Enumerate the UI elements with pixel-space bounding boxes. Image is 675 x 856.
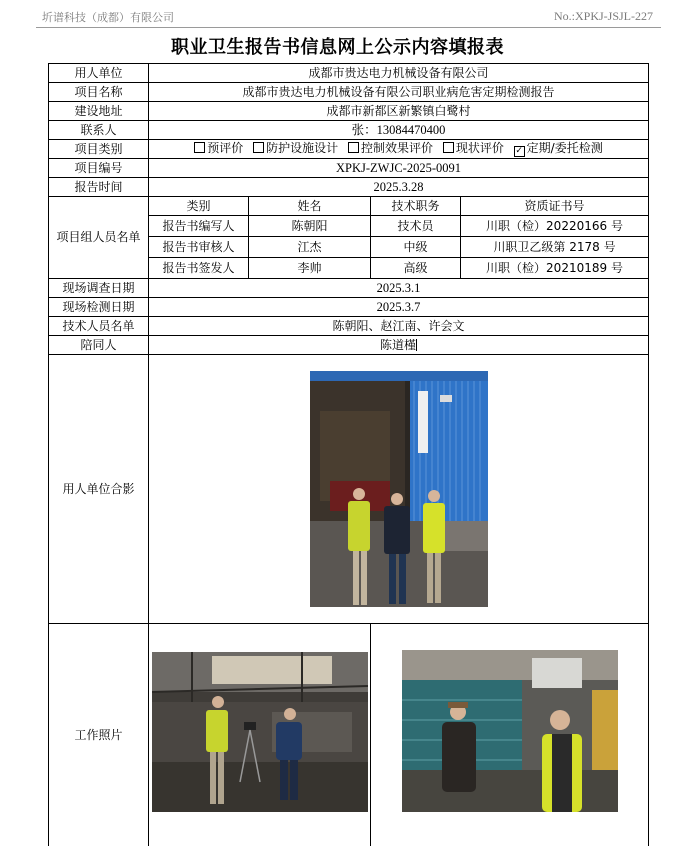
survey-date-label: 现场调查日期 — [49, 279, 149, 298]
row-technicians — [49, 317, 649, 336]
group-photo-cell — [149, 355, 649, 624]
member-role: 报告书编写人 — [149, 216, 249, 237]
row-group-photo — [49, 355, 649, 624]
project-no-value[interactable]: XPKJ-ZWJC-2025-0091 — [149, 159, 649, 178]
category-option-periodic-testing[interactable]: ✓ 定期/委托检测 — [515, 141, 603, 156]
member-title[interactable]: 技术员 — [371, 216, 461, 237]
category-options — [149, 140, 649, 159]
technicians-label: 技术人员名单 — [49, 317, 149, 336]
team-header-role: 类别 — [149, 197, 249, 216]
work-photo-cell-2 — [371, 624, 649, 847]
escort-value[interactable]: 陈道槿 — [380, 338, 417, 352]
project-no-label: 项目编号 — [49, 159, 149, 178]
member-cert[interactable]: 川职卫乙级第 2178 号 — [461, 237, 649, 258]
checkbox-icon[interactable] — [348, 142, 359, 153]
member-name[interactable]: 李帅 — [249, 258, 371, 279]
contact-label: 联系人 — [49, 121, 149, 140]
project-name-label: 项目名称 — [49, 83, 149, 102]
employer-value[interactable]: 成都市贵达电力机械设备有限公司 — [149, 64, 649, 83]
test-date-value[interactable]: 2025.3.7 — [149, 298, 649, 317]
disclosure-form — [48, 63, 649, 846]
group-photo — [310, 371, 488, 607]
member-title[interactable]: 高级 — [371, 258, 461, 279]
row-work-photos — [49, 624, 649, 847]
checkbox-icon[interactable] — [443, 142, 454, 153]
page-title: 职业卫生报告书信息网上公示内容填报表 — [171, 37, 504, 58]
row-report-time — [49, 178, 649, 197]
work-photo-2 — [402, 650, 618, 812]
row-category — [49, 140, 649, 159]
category-option-control-evaluation[interactable]: 控制效果评价 — [348, 141, 433, 155]
member-cert[interactable]: 川职（检）20210189 号 — [461, 258, 649, 279]
work-photo-1 — [152, 652, 368, 812]
category-option-pre-evaluation[interactable]: 预评价 — [194, 141, 243, 155]
member-title[interactable]: 中级 — [371, 237, 461, 258]
team-header-title: 技术职务 — [371, 197, 461, 216]
survey-date-value[interactable]: 2025.3.1 — [149, 279, 649, 298]
employer-label: 用人单位 — [49, 64, 149, 83]
technicians-value[interactable]: 陈朝阳、赵江南、许会文 — [149, 317, 649, 336]
checkbox-icon[interactable] — [253, 142, 264, 153]
header-company: 圻谱科技（成都）有限公司 — [42, 11, 174, 24]
row-contact — [49, 121, 649, 140]
member-role: 报告书审核人 — [149, 237, 249, 258]
report-time-value[interactable]: 2025.3.28 — [149, 178, 649, 197]
escort-label: 陪同人 — [49, 336, 149, 355]
team-header-name: 姓名 — [249, 197, 371, 216]
work-photo-cell-1 — [149, 624, 371, 847]
address-value[interactable]: 成都市新都区新繁镇白鹭村 — [149, 102, 649, 121]
category-option-protection-design[interactable]: 防护设施设计 — [253, 141, 338, 155]
text-cursor — [416, 339, 417, 351]
category-label: 项目类别 — [49, 140, 149, 159]
project-name-value[interactable]: 成都市贵达电力机械设备有限公司职业病危害定期检测报告 — [149, 83, 649, 102]
group-photo-label: 用人单位合影 — [49, 355, 149, 624]
row-project-name — [49, 83, 649, 102]
header-divider — [36, 27, 661, 28]
report-time-label: 报告时间 — [49, 178, 149, 197]
member-role: 报告书签发人 — [149, 258, 249, 279]
work-photo-label: 工作照片 — [49, 624, 149, 847]
row-project-no — [49, 159, 649, 178]
team-label: 项目组人员名单 — [49, 197, 149, 279]
header-doc-number: No.:XPKJ-JSJL-227 — [553, 9, 653, 23]
checkbox-checked-icon[interactable]: ✓ — [515, 146, 523, 156]
checkbox-icon[interactable] — [194, 142, 205, 153]
row-employer — [49, 64, 649, 83]
team-header-row — [49, 197, 649, 216]
row-escort — [49, 336, 649, 355]
category-option-status-evaluation[interactable]: 现状评价 — [443, 141, 504, 155]
row-address — [49, 102, 649, 121]
address-label: 建设地址 — [49, 102, 149, 121]
member-name[interactable]: 陈朝阳 — [249, 216, 371, 237]
row-test-date — [49, 298, 649, 317]
team-header-cert: 资质证书号 — [461, 197, 649, 216]
member-cert[interactable]: 川职（检）20220166 号 — [461, 216, 649, 237]
contact-value[interactable]: 张：13084470400 — [149, 121, 649, 140]
row-survey-date — [49, 279, 649, 298]
escort-cell[interactable] — [149, 336, 649, 355]
member-name[interactable]: 江杰 — [249, 237, 371, 258]
test-date-label: 现场检测日期 — [49, 298, 149, 317]
